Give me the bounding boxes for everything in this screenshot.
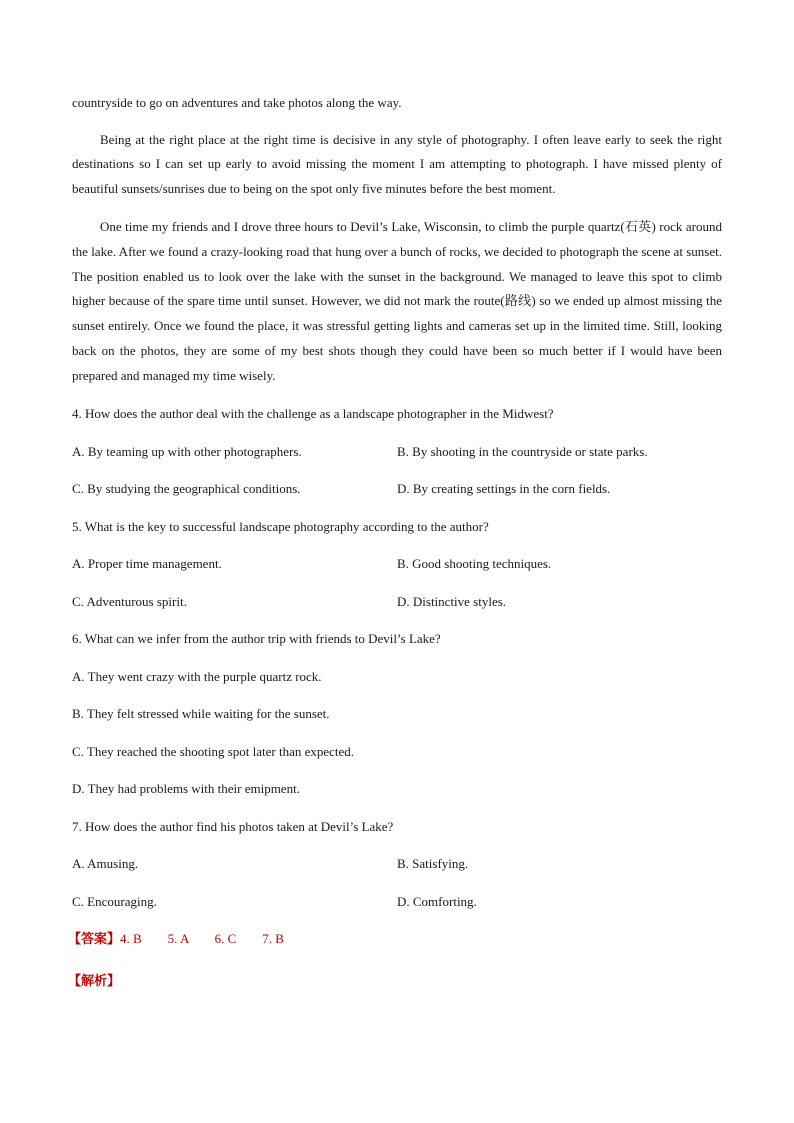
answer-key bbox=[68, 930, 284, 949]
question-7-stem: 7. How does the author find his photos taken at Devil’s Lake? bbox=[72, 819, 394, 834]
question-5-option-a: A. Proper time management. bbox=[72, 556, 222, 571]
question-5-option-b: B. Good shooting techniques. bbox=[397, 556, 552, 571]
question-6-stem: 6. What can we infer from the author trip with friends to Devil’s Lake? bbox=[72, 631, 441, 646]
question-4-option-c: C. By studying the geographical conditions. bbox=[72, 481, 301, 496]
question-7-option-a: A. Amusing. bbox=[72, 856, 139, 871]
question-4-option-a: A. By teaming up with other photographers. bbox=[72, 444, 302, 459]
question-7-option-d: D. Comforting. bbox=[397, 894, 477, 909]
question-7-option-b: B. Satisfying. bbox=[397, 856, 469, 871]
question-5-option-d: D. Distinctive styles. bbox=[397, 594, 507, 609]
passage-paragraph-1: Being at the right place at the right time is decisive in any style of photography. I often leave early to seek the right destinations so I can set up early to avoid missing the moment I am attempting to photograph. I have missed plenty of beautiful sunsets/sunrises due to being on the spot only five minutes before the best moment. bbox=[72, 132, 722, 196]
question-6-option-c: C. They reached the shooting spot later than expected. bbox=[72, 744, 355, 759]
question-6-option-b: B. They felt stressed while waiting for the sunset. bbox=[72, 706, 330, 721]
question-4-option-b: B. By shooting in the countryside or state parks. bbox=[397, 444, 648, 459]
passage-paragraph-0: countryside to go on adventures and take photos along the way. bbox=[72, 95, 402, 110]
question-6-option-a: A. They went crazy with the purple quartz rock. bbox=[72, 669, 322, 684]
passage-paragraph-2: One time my friends and I drove three hours to Devil’s Lake, Wisconsin, to climb the purple quartz(石英) rock around the lake. After we found a crazy-looking road that hung over a bunch of rocks, we decided to photograph the scene at sunset. The position enabled us to look over the lake with the sunset in the background. We managed to leave this spot to climb higher because of the spare time until sunset. However, we did not mark the route(路线) so we ended up almost missing the sunset entirely. Once we found the place, it was stressful getting lights and cameras set up in the limited time. Still, looking back on the photos, they are some of my best shots though they could have been so much better if I would have been prepared and managed my time wisely. bbox=[72, 219, 722, 383]
analysis-label: 【解析】 bbox=[68, 974, 121, 989]
answer-values: 4. B 5. A 6. C 7. B bbox=[120, 931, 284, 946]
question-6-option-d: D. They had problems with their emipment. bbox=[72, 781, 300, 796]
analysis-heading bbox=[68, 972, 120, 991]
question-4-stem: 4. How does the author deal with the challenge as a landscape photographer in the Midwest? bbox=[72, 406, 554, 421]
question-7-option-c: C. Encouraging. bbox=[72, 894, 157, 909]
question-5-stem: 5. What is the key to successful landscape photography according to the author? bbox=[72, 519, 489, 534]
question-5-option-c: C. Adventurous spirit. bbox=[72, 594, 187, 609]
question-4-option-d: D. By creating settings in the corn fields. bbox=[397, 481, 611, 496]
answer-label: 【答案】 bbox=[68, 932, 121, 947]
